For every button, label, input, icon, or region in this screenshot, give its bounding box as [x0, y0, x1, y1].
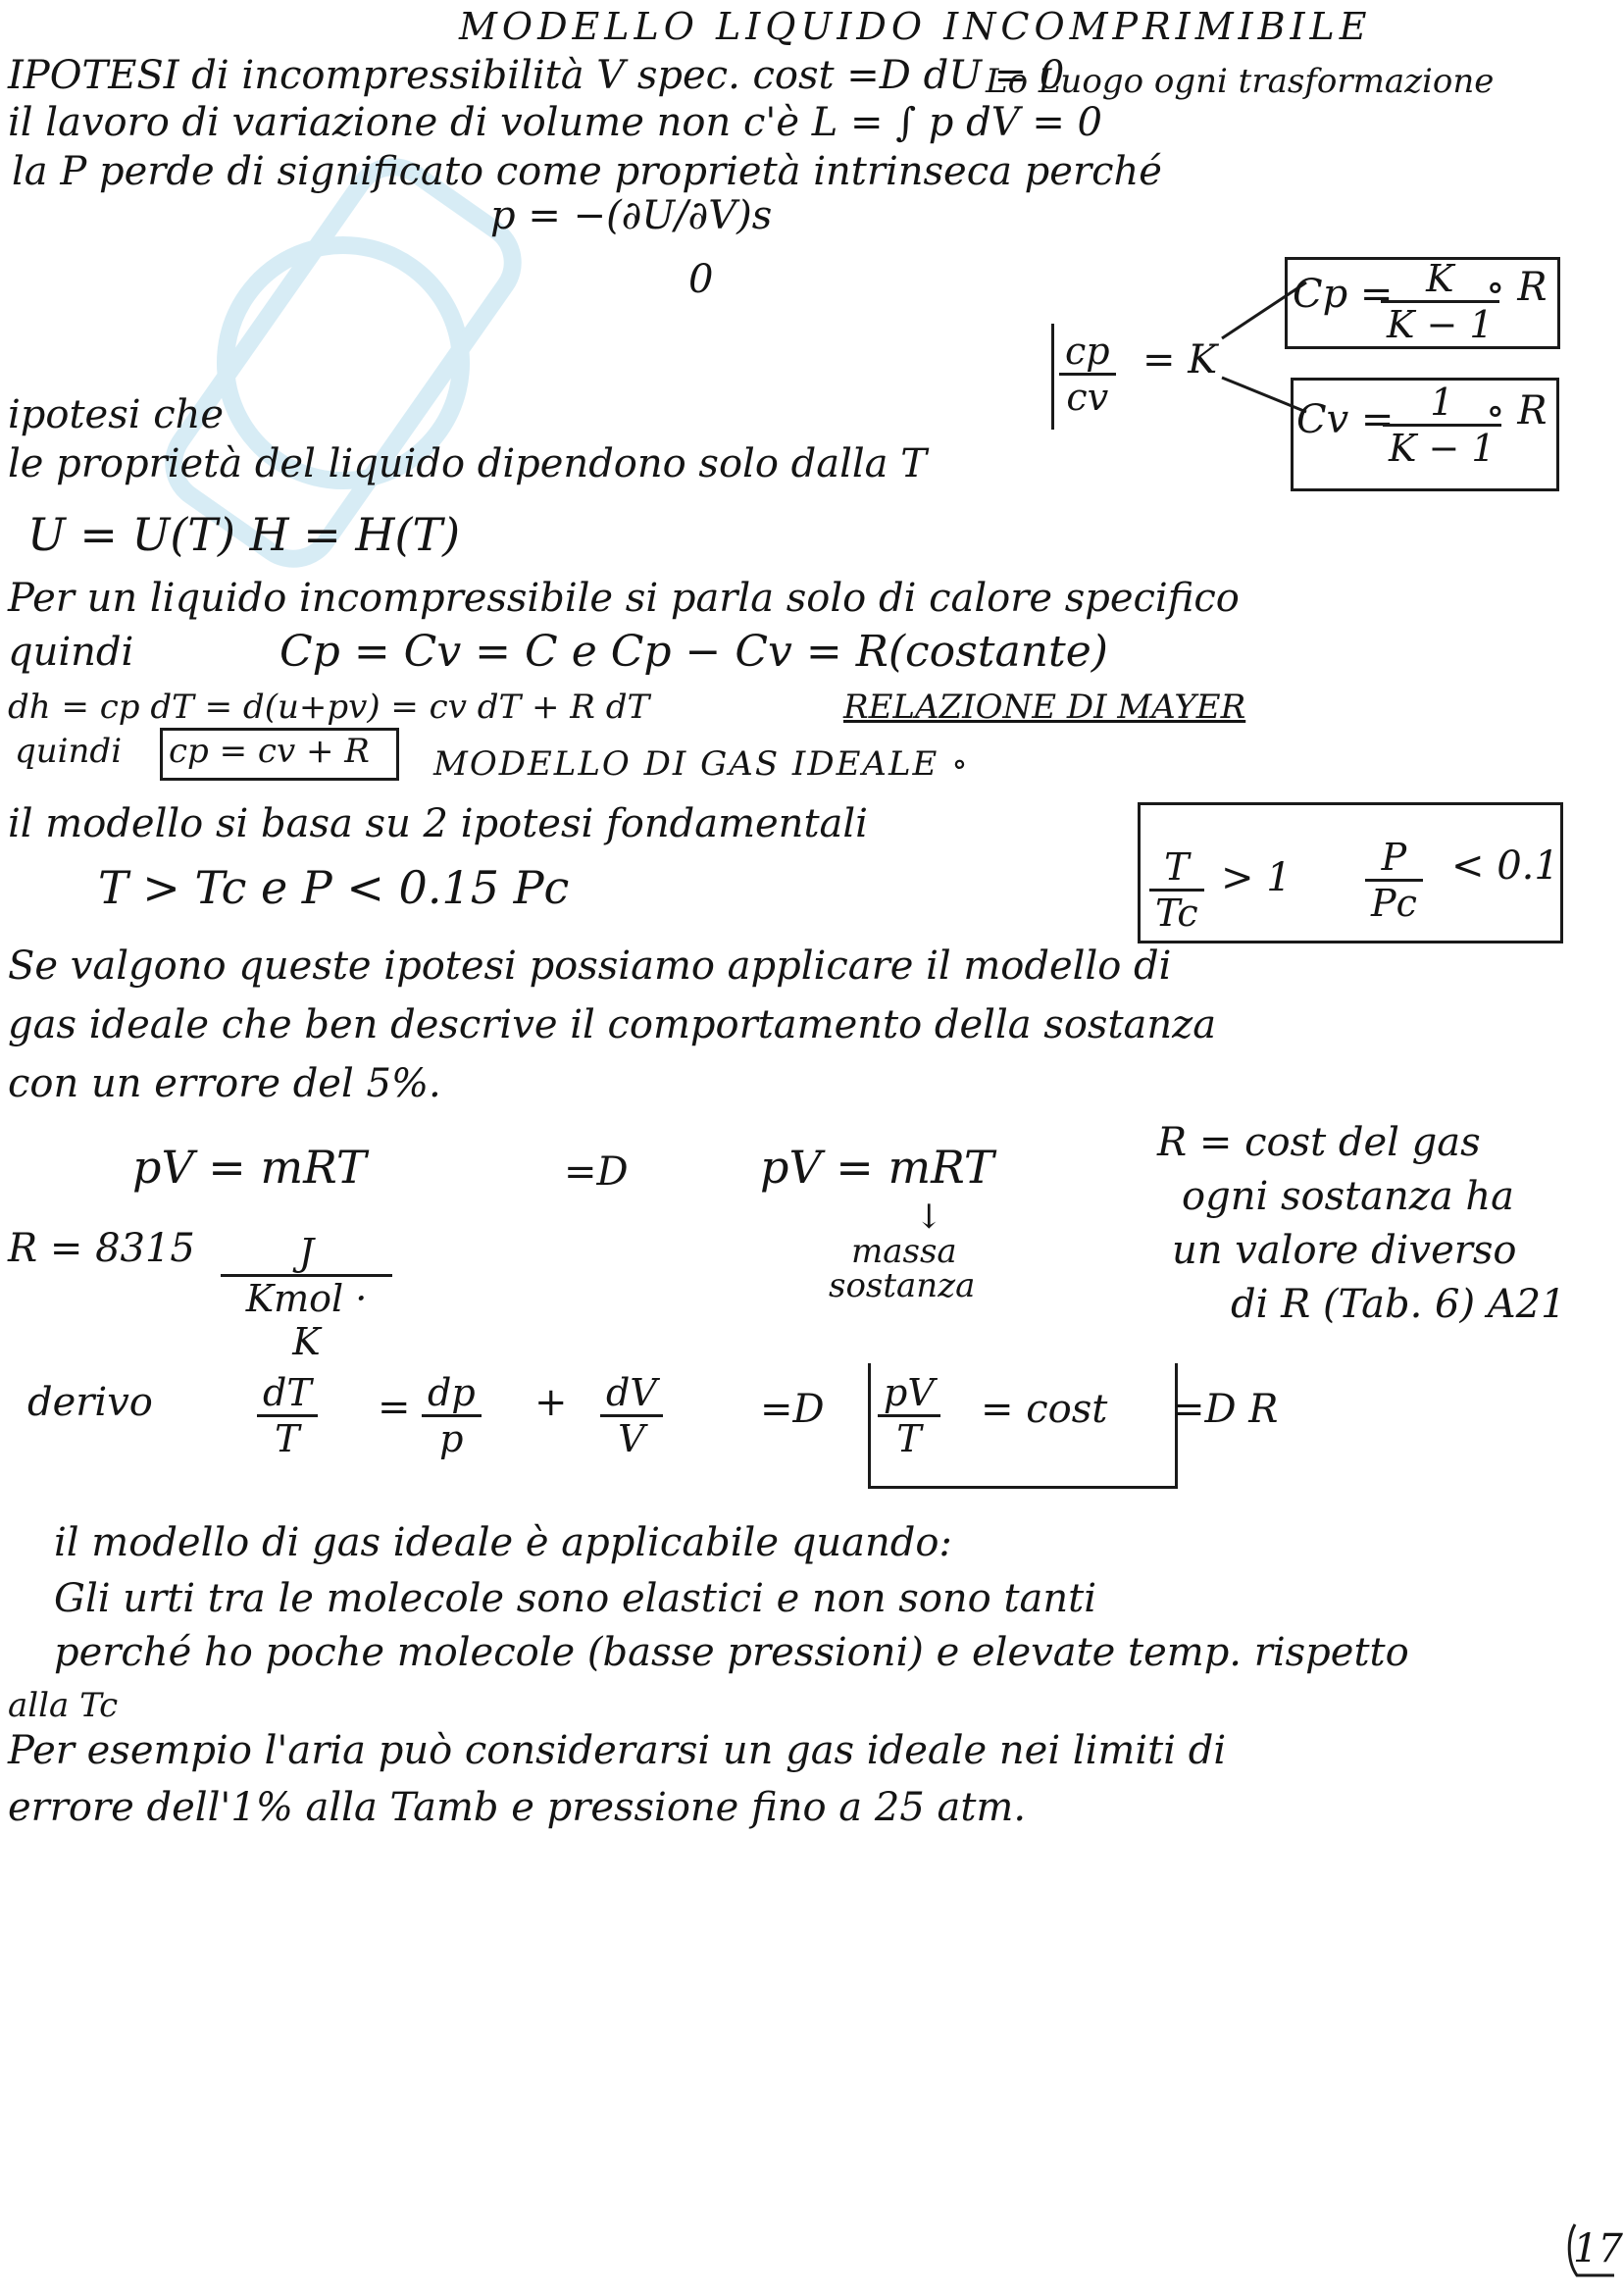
line-gas-ideale: gas ideale che ben descrive il comportamento della sostanza — [8, 1002, 1217, 1047]
cp-denominator: K − 1 — [1387, 303, 1494, 346]
page-title: MODELLO LIQUIDO INCOMPRIMIBILE — [459, 5, 1372, 48]
implies-r: =D R — [1172, 1387, 1279, 1432]
r-units-denominator: Kmol · K — [245, 1277, 368, 1363]
arrow-implies-1: =D — [564, 1149, 629, 1195]
cp-label: Cp = — [1293, 272, 1394, 317]
cp-cv-numerator: cp — [1059, 330, 1116, 376]
cp-cv-equals-k: = K — [1142, 337, 1218, 382]
frac-dt-denominator: T — [275, 1417, 300, 1460]
ratio-t-numerator: T — [1149, 845, 1204, 892]
frac-dt-numerator: dT — [257, 1371, 318, 1417]
ratio-p-numerator: P — [1365, 836, 1423, 882]
formula-cp-cv: Cp = Cv = C e Cp − Cv = R(costante) — [279, 627, 1108, 677]
formula-dh: dh = cp dT = d(u+pv) = cv dT + R dT — [8, 688, 650, 727]
line-ipotesi-note: Lo Luogo ogni trasformazione — [986, 62, 1495, 101]
line-quindi-2: quindi — [15, 732, 123, 771]
gas-ideale-heading: MODELLO DI GAS IDEALE ∘ — [433, 744, 970, 784]
cp-cv-ratio — [1059, 330, 1116, 419]
ratio-p-denominator: Pc — [1371, 882, 1417, 925]
note-r-cost: R = cost del gas — [1157, 1120, 1481, 1165]
line-ipotesi-che: ipotesi che — [8, 392, 225, 437]
line-errore-1: errore dell'1% alla Tamb e pressione fino a 25 atm. — [8, 1785, 1027, 1830]
line-calore-specifico: Per un liquido incompressibile si parla solo di calore specifico — [8, 576, 1240, 621]
frac-pv-t — [878, 1371, 940, 1460]
frac-dv-v — [600, 1371, 663, 1460]
equals-cost: = cost — [981, 1387, 1108, 1432]
formula-mayer: cp = cv + R — [169, 732, 370, 771]
formula-zero: 0 — [688, 257, 714, 302]
line-pressione: la P perde di significato come proprietà intrinseca perché — [12, 149, 1162, 194]
frac-dv-denominator: V — [618, 1417, 645, 1460]
plus-sign: + — [534, 1380, 568, 1425]
note-ogni-sostanza: ogni sostanza ha — [1182, 1174, 1515, 1219]
note-valore-diverso: un valore diverso — [1172, 1228, 1517, 1273]
r-units-fraction — [221, 1231, 392, 1363]
frac-dv-numerator: dV — [600, 1371, 663, 1417]
label-derivo: derivo — [27, 1380, 153, 1425]
line-esempio-aria: Per esempio l'aria può considerarsi un gas ideale nei limiti di — [8, 1728, 1227, 1773]
formula-ipotesi: T > Tc e P < 0.15 Pc — [98, 861, 570, 914]
formula-u-h: U = U(T) H = H(T) — [27, 508, 461, 561]
ratio-p-fraction — [1365, 836, 1423, 925]
cv-label: Cv = — [1296, 397, 1395, 442]
label-massa: massa — [851, 1232, 957, 1271]
line-alla-tc: alla Tc — [8, 1686, 119, 1725]
cp-fraction — [1381, 257, 1499, 346]
r-units-numerator: J — [221, 1231, 392, 1277]
line-poche-molecole: perché ho poche molecole (basse pressioni) e elevate temp. rispetto — [54, 1630, 1409, 1675]
cp-tail: ∘ R — [1486, 265, 1548, 310]
ratio-p-tail: < 0.1 — [1451, 843, 1559, 889]
line-ipotesi-fondamentali: il modello si basa su 2 ipotesi fondamentali — [8, 801, 868, 846]
formula-pv-1: pV = mRT — [132, 1141, 367, 1194]
page-number: 17 — [1573, 2226, 1623, 2271]
ratio-t-denominator: Tc — [1155, 892, 1198, 935]
label-sostanza: sostanza — [829, 1266, 976, 1305]
equals-sign: = — [378, 1385, 411, 1430]
formula-pv-2: pV = mRT — [760, 1141, 994, 1194]
line-errore: con un errore del 5%. — [8, 1061, 441, 1106]
frac-dt-t — [257, 1371, 318, 1460]
cv-tail: ∘ R — [1486, 388, 1548, 433]
frac-pv-numerator: pV — [878, 1371, 940, 1417]
cp-cv-denominator: cv — [1066, 376, 1109, 419]
line-se-valgono: Se valgono queste ipotesi possiamo applicare il modello di — [8, 943, 1172, 989]
note-tabella: di R (Tab. 6) A21 — [1231, 1282, 1566, 1327]
formula-pressione: p = −(∂U/∂V)s — [490, 193, 773, 238]
frac-pv-denominator: T — [896, 1417, 922, 1460]
ratio-t-fraction — [1149, 845, 1204, 935]
line-proprieta: le proprietà del liquido dipendono solo dalla T — [8, 441, 927, 486]
cv-denominator: K − 1 — [1389, 427, 1496, 470]
arrow-down: ↓ — [915, 1198, 943, 1237]
ratio-t-tail: > 1 — [1221, 855, 1292, 900]
relazione-mayer-label: RELAZIONE DI MAYER — [843, 688, 1246, 727]
cv-fraction — [1383, 381, 1501, 470]
line-ipotesi: IPOTESI di incompressibilità V spec. cost =D dU = 0 — [8, 53, 1065, 98]
frac-dp-p — [422, 1371, 482, 1460]
frac-dp-denominator: p — [439, 1417, 464, 1460]
cv-numerator: 1 — [1383, 381, 1501, 427]
formula-r-value: R = 8315 — [8, 1226, 195, 1271]
line-quindi-1: quindi — [8, 630, 134, 675]
line-applicabile: il modello di gas ideale è applicabile quando: — [54, 1520, 952, 1565]
arrow-implies-2: =D — [760, 1387, 825, 1432]
line-urti: Gli urti tra le molecole sono elastici e non sono tanti — [54, 1576, 1097, 1621]
frac-dp-numerator: dp — [422, 1371, 482, 1417]
cp-numerator: K — [1381, 257, 1499, 303]
line-lavoro: il lavoro di variazione di volume non c'è L = ∫ p dV = 0 — [8, 100, 1102, 145]
